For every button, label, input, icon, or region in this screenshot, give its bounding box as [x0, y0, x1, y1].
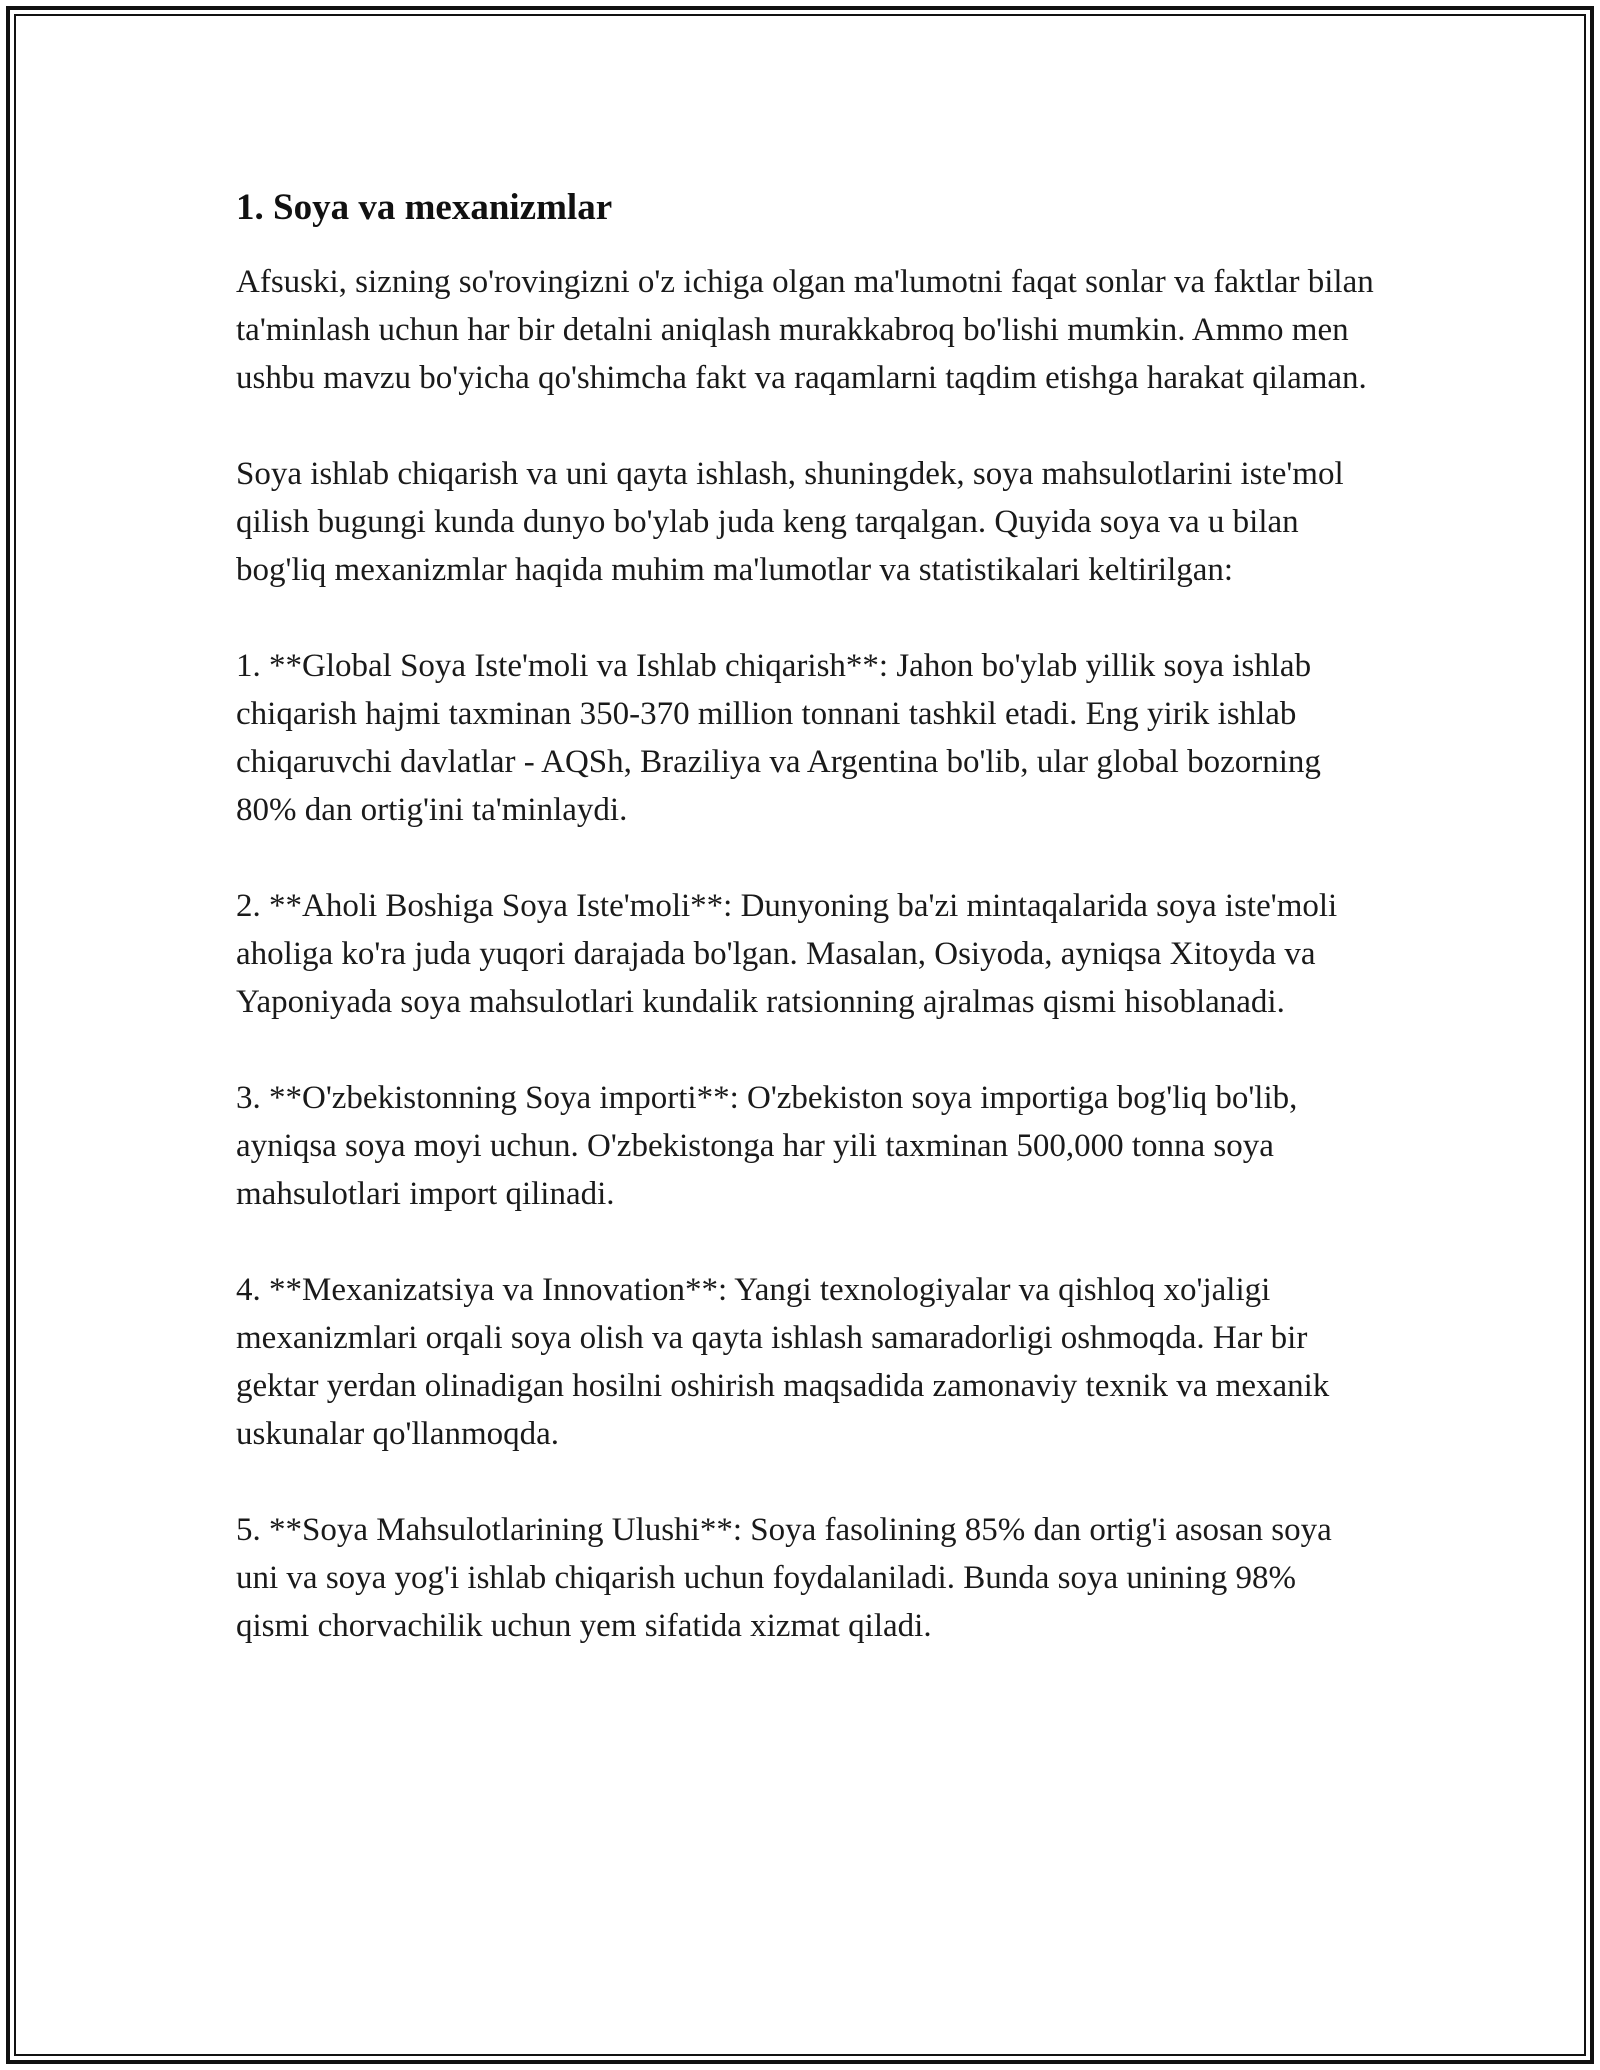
paragraph-overview: Soya ishlab chiqarish va uni qayta ishlash, shuningdek, soya mahsulotlarini iste'mol qilish bugungi kunda dunyo bo'ylab juda keng tarqalgan. Quyida soya va u bilan bog'liq mexanizmlar haqida muhim ma'lumotlar va statistikalari keltirilgan: [236, 456, 1344, 589]
list-item-product-share: 5. **Soya Mahsulotlarining Ulushi**: Soya fasolining 85% dan ortig'i asosan soya uni va soya yog'i ishlab chiqarish uchun foydalaniladi. Bunda soya unining 98% qismi chorvachilik uchun yem sifatida xizmat qiladi. [236, 1512, 1332, 1645]
document-body [236, 186, 1376, 1698]
list-item-per-capita-consumption: 2. **Aholi Boshiga Soya Iste'moli**: Dunyoning ba'zi mintaqalarida soya iste'moli aholiga ko'ra juda yuqori darajada bo'lgan. Masalan, Osiyoda, ayniqsa Xitoyda va Yaponiyada soya mahsulotlari kundalik ratsionning ajralmas qismi hisoblanadi. [236, 888, 1338, 1021]
list-item-mechanization: 4. **Mexanizatsiya va Innovation**: Yangi texnologiyalar va qishloq xo'jaligi mexanizmlari orqali soya olish va qayta ishlash samaradorligi oshmoqda. Har bir gektar yerdan olinadigan hosilni oshirish maqsadida zamonaviy texnik va mexanik uskunalar qo'llanmoqda. [236, 1272, 1330, 1453]
list-item-uzbekistan-import: 3. **O'zbekistonning Soya importi**: O'zbekiston soya importiga bog'liq bo'lib, ayniqsa soya moyi uchun. O'zbekistonga har yili taxminan 500,000 tonna soya mahsulotlari import qilinadi. [236, 1080, 1298, 1213]
list-item-global-consumption: 1. **Global Soya Iste'moli va Ishlab chiqarish**: Jahon bo'ylab yillik soya ishlab chiqarish hajmi taxminan 350-370 million tonnani tashkil etadi. Eng yirik ishlab chiqaruvchi davlatlar - AQSh, Braziliya va Argentina bo'lib, ular global bozorning 80% dan ortig'ini ta'minlaydi. [236, 648, 1321, 829]
document-title: 1. Soya va mexanizmlar [236, 187, 613, 228]
paragraph-intro: Afsuski, sizning so'rovingizni o'z ichiga olgan ma'lumotni faqat sonlar va faktlar bilan ta'minlash uchun har bir detalni aniqlash murakkabroq bo'lishi mumkin. Ammo men ushbu mavzu bo'yicha qo'shimcha fakt va raqamlarni taqdim etishga harakat qilaman. [236, 264, 1374, 397]
